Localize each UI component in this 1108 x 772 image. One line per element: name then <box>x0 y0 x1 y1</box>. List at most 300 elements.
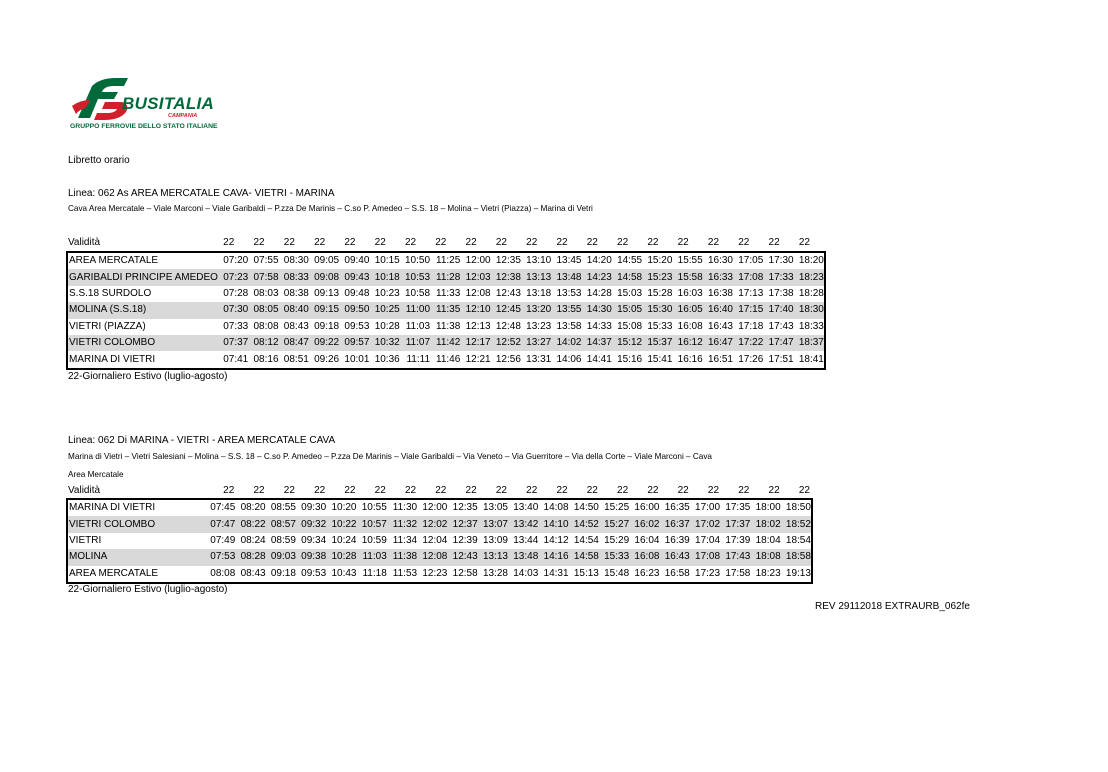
departure-time: 13:31 <box>526 353 552 365</box>
departure-time: 18:37 <box>794 335 825 351</box>
departure-time: 07:23 <box>218 269 248 285</box>
departure-time: 16:58 <box>664 567 690 579</box>
busitalia-logo <box>70 78 240 134</box>
departure-time: 12:35 <box>452 502 478 514</box>
departure-time: 09:53 <box>344 320 370 332</box>
validity-header-1 <box>67 236 810 250</box>
brand-group: GRUPPO FERROVIE DELLO STATO ITALIANE <box>70 123 218 130</box>
departure-time: 11:32 <box>387 516 417 532</box>
validity-code: 22 <box>798 237 810 248</box>
validity-code: 22 <box>374 485 386 496</box>
departure-time: 08:59 <box>270 534 296 546</box>
departure-time: 08:38 <box>283 287 309 299</box>
departure-time: 11:33 <box>436 287 461 299</box>
departure-time: 11:25 <box>436 255 461 267</box>
validity-code: 22 <box>556 485 568 496</box>
departure-time: 15:28 <box>647 287 673 299</box>
validity-code: 22 <box>738 485 750 496</box>
departure-time: 19:13 <box>785 567 811 579</box>
departure-time: 12:02 <box>417 516 447 532</box>
departure-time: 12:03 <box>460 269 490 285</box>
departure-time: 14:33 <box>586 320 612 332</box>
departure-time: 13:18 <box>526 287 552 299</box>
validity-code: 22 <box>526 485 538 496</box>
departure-time: 15:20 <box>647 255 673 267</box>
line-title-1: Linea: 062 As AREA MERCATALE CAVA- VIETRI - MARINA <box>68 188 335 199</box>
departure-time: 15:58 <box>672 269 702 285</box>
departure-time: 09:13 <box>314 287 340 299</box>
departure-time: 12:48 <box>495 320 521 332</box>
departure-time: 10:20 <box>331 502 357 514</box>
table-row <box>67 335 825 351</box>
departure-time: 13:07 <box>478 516 508 532</box>
departure-time: 14:50 <box>573 502 599 514</box>
departure-time: 18:50 <box>785 502 811 514</box>
route-description-2: Marina di Vietri – Vietri Salesiani – Molina – S.S. 18 – C.so P. Amedeo – P.zza De Marinis – Viale Garibaldi – Via Veneto – Via Guerritore – Via della Corte – Viale Marconi – Cava <box>68 452 712 461</box>
departure-time: 16:37 <box>659 516 689 532</box>
departure-time: 17:35 <box>725 502 751 514</box>
departure-time: 18:41 <box>798 353 824 365</box>
departure-time: 17:38 <box>768 287 794 299</box>
table-row <box>67 319 825 335</box>
departure-time: 10:50 <box>404 255 431 267</box>
validity-code: 22 <box>556 237 568 248</box>
departure-time: 07:49 <box>210 534 236 546</box>
validity-code: 22 <box>253 485 265 496</box>
departure-time: 13:13 <box>521 269 551 285</box>
departure-time: 12:10 <box>460 302 490 318</box>
departure-time: 09:05 <box>314 255 340 267</box>
stop-name: VIETRI COLOMBO <box>67 516 205 532</box>
departure-time: 15:03 <box>617 287 643 299</box>
stop-name: MARINA DI VIETRI <box>69 353 156 365</box>
departure-time: 10:36 <box>374 353 400 365</box>
table-row <box>67 549 812 565</box>
stop-name: S.S.18 SURDOLO <box>69 287 152 299</box>
departure-time: 15:33 <box>647 320 673 332</box>
revision-code: REV 29112018 EXTRAURB_062fe <box>815 601 970 612</box>
departure-time: 14:08 <box>543 502 569 514</box>
departure-time: 09:43 <box>339 269 369 285</box>
departure-time: 07:47 <box>205 516 235 532</box>
departure-time: 13:58 <box>556 320 582 332</box>
departure-time: 12:52 <box>491 335 521 351</box>
departure-time: 14:16 <box>538 549 568 565</box>
departure-time: 08:57 <box>266 516 296 532</box>
validity-code: 22 <box>404 485 417 496</box>
departure-time: 17:43 <box>768 320 794 332</box>
departure-time: 16:38 <box>707 287 733 299</box>
departure-time: 11:07 <box>400 335 430 351</box>
departure-time: 08:16 <box>253 353 279 365</box>
validity-code: 22 <box>435 485 447 496</box>
departure-time: 12:23 <box>422 567 448 579</box>
departure-time: 09:34 <box>301 534 327 546</box>
departure-time: 08:33 <box>279 269 309 285</box>
departure-time: 12:43 <box>447 549 477 565</box>
document-title: Libretto orario <box>68 155 130 166</box>
departure-time: 13:27 <box>521 335 551 351</box>
departure-time: 15:30 <box>642 302 672 318</box>
validity-code: 22 <box>253 237 265 248</box>
departure-time: 17:18 <box>738 320 764 332</box>
departure-time: 18:28 <box>798 287 824 299</box>
departure-time: 11:11 <box>406 353 431 365</box>
departure-time: 16:43 <box>707 320 733 332</box>
departure-time: 07:30 <box>218 302 248 318</box>
departure-time: 13:53 <box>556 287 582 299</box>
departure-time: 08:55 <box>270 502 296 514</box>
departure-time: 14:52 <box>569 516 599 532</box>
departure-time: 16:12 <box>672 335 702 351</box>
departure-time: 13:09 <box>482 534 508 546</box>
departure-time: 07:20 <box>223 255 249 267</box>
departure-time: 07:37 <box>218 335 248 351</box>
departure-time: 10:18 <box>369 269 399 285</box>
validity-code: 22 <box>677 485 689 496</box>
departure-time: 13:40 <box>513 502 539 514</box>
departure-time: 12:17 <box>460 335 490 351</box>
validity-code: 22 <box>344 485 356 496</box>
departure-time: 07:45 <box>210 502 236 514</box>
stop-name: VIETRI <box>69 534 102 546</box>
departure-time: 14:23 <box>582 269 612 285</box>
validity-code: 22 <box>495 485 507 496</box>
departure-time: 14:20 <box>586 255 612 267</box>
departure-time: 16:05 <box>672 302 702 318</box>
departure-time: 18:52 <box>781 516 812 532</box>
departure-time: 09:18 <box>314 320 340 332</box>
validity-header-2 <box>67 484 810 498</box>
departure-time: 11:53 <box>392 567 418 579</box>
departure-time: 11:03 <box>356 549 386 565</box>
departure-time: 12:39 <box>452 534 478 546</box>
validity-code: 22 <box>768 237 780 248</box>
departure-time: 18:20 <box>798 255 824 267</box>
departure-time: 09:08 <box>309 269 339 285</box>
validity-code: 22 <box>768 485 780 496</box>
departure-time: 11:35 <box>430 302 460 318</box>
departure-time: 15:23 <box>642 269 672 285</box>
departure-time: 17:13 <box>738 287 764 299</box>
departure-time: 11:46 <box>436 353 461 365</box>
stop-name: VIETRI COLOMBO <box>67 335 218 351</box>
departure-time: 09:18 <box>270 567 296 579</box>
departure-time: 15:48 <box>604 567 630 579</box>
departure-time: 13:48 <box>508 549 538 565</box>
departure-time: 11:03 <box>405 320 431 332</box>
table-row <box>67 351 825 368</box>
departure-time: 16:08 <box>677 320 703 332</box>
departure-time: 07:53 <box>205 549 235 565</box>
departure-time: 09:03 <box>266 549 296 565</box>
table-row <box>67 252 825 269</box>
departure-time: 12:37 <box>447 516 477 532</box>
departure-time: 09:57 <box>339 335 369 351</box>
validity-code: 22 <box>647 485 659 496</box>
departure-time: 17:51 <box>768 353 794 365</box>
departure-time: 10:01 <box>344 353 370 365</box>
table-row <box>67 302 825 318</box>
departure-time: 10:22 <box>326 516 356 532</box>
departure-time: 16:43 <box>659 549 689 565</box>
departure-time: 08:40 <box>279 302 309 318</box>
departure-time: 10:55 <box>361 502 387 514</box>
departure-time: 12:08 <box>417 549 447 565</box>
departure-time: 17:00 <box>695 502 721 514</box>
validity-code: 22 <box>647 237 659 248</box>
departure-time: 16:40 <box>703 302 733 318</box>
departure-time: 11:38 <box>387 549 417 565</box>
departure-time: 12:43 <box>495 287 521 299</box>
departure-time: 16:30 <box>707 255 733 267</box>
departure-time: 13:55 <box>551 302 581 318</box>
departure-time: 15:13 <box>573 567 599 579</box>
departure-time: 09:32 <box>296 516 326 532</box>
departure-time: 17:37 <box>720 516 750 532</box>
table-row <box>67 533 812 549</box>
departure-time: 17:26 <box>738 353 764 365</box>
departure-time: 09:40 <box>344 255 370 267</box>
departure-time: 18:30 <box>794 302 825 318</box>
departure-time: 14:12 <box>543 534 569 546</box>
departure-time: 15:29 <box>604 534 630 546</box>
departure-time: 13:28 <box>482 567 508 579</box>
stop-name: MARINA DI VIETRI <box>69 502 156 514</box>
departure-time: 14:30 <box>582 302 612 318</box>
departure-time: 11:28 <box>430 269 460 285</box>
departure-time: 07:33 <box>223 320 249 332</box>
table-row <box>67 269 825 285</box>
validity-code: 22 <box>738 237 750 248</box>
departure-time: 12:00 <box>465 255 491 267</box>
departure-time: 08:08 <box>253 320 279 332</box>
departure-time: 10:15 <box>374 255 400 267</box>
departure-time: 18:33 <box>798 320 824 332</box>
departure-time: 16:35 <box>664 502 690 514</box>
table-row <box>67 516 812 532</box>
table-row <box>67 566 812 583</box>
departure-time: 17:02 <box>690 516 720 532</box>
departure-time: 18:00 <box>755 502 781 514</box>
validity-code: 22 <box>223 485 235 496</box>
departure-time: 08:30 <box>283 255 309 267</box>
brand-name: BUSITALIA <box>122 94 215 113</box>
departure-time: 13:20 <box>521 302 551 318</box>
timetable-return <box>66 498 813 584</box>
departure-time: 12:13 <box>465 320 491 332</box>
line-title-2: Linea: 062 Di MARINA - VIETRI - AREA MERCATALE CAVA <box>68 435 336 446</box>
departure-time: 10:23 <box>374 287 400 299</box>
departure-time: 16:23 <box>634 567 660 579</box>
departure-time: 09:38 <box>296 549 326 565</box>
departure-time: 18:04 <box>755 534 781 546</box>
departure-time: 14:54 <box>573 534 599 546</box>
departure-time: 09:48 <box>344 287 370 299</box>
departure-time: 11:34 <box>392 534 418 546</box>
departure-time: 10:53 <box>400 269 430 285</box>
departure-time: 15:41 <box>647 353 673 365</box>
validity-code: 22 <box>404 237 417 248</box>
departure-time: 16:51 <box>707 353 733 365</box>
departure-time: 17:04 <box>695 534 721 546</box>
departure-time: 17:43 <box>720 549 750 565</box>
departure-time: 14:10 <box>538 516 568 532</box>
validity-code: 22 <box>314 485 326 496</box>
departure-time: 07:55 <box>253 255 279 267</box>
departure-time: 16:04 <box>634 534 660 546</box>
departure-time: 17:33 <box>763 269 793 285</box>
departure-time: 09:30 <box>301 502 327 514</box>
validity-code: 22 <box>223 237 235 248</box>
validity-code: 22 <box>586 237 598 248</box>
departure-time: 13:23 <box>526 320 552 332</box>
timetable-outbound <box>66 251 826 370</box>
departure-time: 08:22 <box>235 516 265 532</box>
departure-time: 09:15 <box>309 302 339 318</box>
validity-code: 22 <box>283 237 295 248</box>
departure-time: 13:42 <box>508 516 538 532</box>
table-row <box>67 499 812 516</box>
departure-time: 10:59 <box>361 534 387 546</box>
departure-time: 13:48 <box>551 269 581 285</box>
departure-time: 17:39 <box>725 534 751 546</box>
validity-code: 22 <box>314 237 326 248</box>
departure-time: 07:58 <box>248 269 278 285</box>
validity-code: 22 <box>374 237 386 248</box>
brand-region: CAMPANIA <box>168 113 198 119</box>
departure-time: 16:00 <box>634 502 660 514</box>
departure-time: 17:22 <box>733 335 763 351</box>
departure-time: 08:20 <box>240 502 266 514</box>
departure-time: 08:43 <box>240 567 266 579</box>
departure-time: 15:33 <box>599 549 629 565</box>
stop-name: MOLINA <box>67 549 205 565</box>
departure-time: 14:03 <box>513 567 539 579</box>
departure-time: 17:05 <box>738 255 764 267</box>
departure-time: 14:31 <box>543 567 569 579</box>
departure-time: 13:44 <box>513 534 539 546</box>
departure-time: 12:21 <box>465 353 491 365</box>
departure-time: 16:16 <box>677 353 703 365</box>
departure-time: 15:12 <box>612 335 642 351</box>
departure-time: 13:10 <box>526 255 552 267</box>
validity-code: 22 <box>344 237 356 248</box>
departure-time: 08:05 <box>248 302 278 318</box>
departure-time: 14:28 <box>586 287 612 299</box>
schedule-note-1: 22-Giornaliero Estivo (luglio-agosto) <box>68 371 228 382</box>
departure-time: 07:41 <box>223 353 249 365</box>
departure-time: 14:58 <box>612 269 642 285</box>
departure-time: 09:50 <box>339 302 369 318</box>
departure-time: 16:47 <box>703 335 733 351</box>
departure-time: 09:26 <box>314 353 340 365</box>
departure-time: 12:58 <box>452 567 478 579</box>
validity-code: 22 <box>435 237 447 248</box>
departure-time: 18:54 <box>785 534 811 546</box>
departure-time: 10:58 <box>404 287 431 299</box>
route-description-1: Cava Area Mercatale – Viale Marconi – Viale Garibaldi – P.zza De Marinis – C.so P. Amedeo – S.S. 18 – Molina – Vietri (Piazza) – Marina di Vetri <box>68 204 593 213</box>
validity-code: 22 <box>798 485 810 496</box>
schedule-note-2: 22-Giornaliero Estivo (luglio-agosto) <box>68 584 228 595</box>
departure-time: 10:32 <box>369 335 399 351</box>
validity-code: 22 <box>465 237 477 248</box>
departure-time: 10:43 <box>331 567 357 579</box>
departure-time: 12:35 <box>495 255 521 267</box>
departure-time: 17:08 <box>690 549 720 565</box>
departure-time: 14:58 <box>569 549 599 565</box>
departure-time: 17:40 <box>763 302 793 318</box>
validity-label: Validità <box>68 485 101 496</box>
departure-time: 18:02 <box>750 516 780 532</box>
departure-time: 12:08 <box>465 287 491 299</box>
departure-time: 11:18 <box>362 567 387 579</box>
validity-code: 22 <box>283 485 295 496</box>
departure-time: 08:03 <box>253 287 279 299</box>
departure-time: 08:24 <box>240 534 266 546</box>
departure-time: 10:25 <box>369 302 399 318</box>
departure-time: 10:28 <box>374 320 400 332</box>
departure-time: 12:38 <box>491 269 521 285</box>
departure-time: 17:47 <box>763 335 793 351</box>
stop-name: MOLINA (S.S.18) <box>67 302 218 318</box>
departure-time: 08:12 <box>248 335 278 351</box>
departure-time: 09:22 <box>309 335 339 351</box>
stop-name: GARIBALDI PRINCIPE AMEDEO <box>67 269 218 285</box>
departure-time: 17:23 <box>695 567 721 579</box>
departure-time: 13:13 <box>478 549 508 565</box>
validity-code: 22 <box>677 237 689 248</box>
departure-time: 14:02 <box>551 335 581 351</box>
validity-code: 22 <box>617 237 629 248</box>
stop-name: AREA MERCATALE <box>69 255 159 267</box>
departure-time: 11:30 <box>392 502 418 514</box>
departure-time: 12:00 <box>422 502 448 514</box>
departure-time: 12:56 <box>495 353 521 365</box>
table-row <box>67 286 825 302</box>
departure-time: 15:37 <box>642 335 672 351</box>
departure-time: 16:08 <box>629 549 659 565</box>
departure-time: 08:51 <box>283 353 309 365</box>
departure-time: 13:05 <box>482 502 508 514</box>
departure-time: 17:58 <box>725 567 751 579</box>
departure-time: 16:33 <box>703 269 733 285</box>
departure-time: 08:28 <box>235 549 265 565</box>
departure-time: 14:37 <box>582 335 612 351</box>
departure-time: 17:30 <box>768 255 794 267</box>
departure-time: 18:23 <box>755 567 781 579</box>
departure-time: 18:58 <box>781 549 812 565</box>
departure-time: 15:27 <box>599 516 629 532</box>
validity-code: 22 <box>617 485 629 496</box>
departure-time: 15:08 <box>617 320 643 332</box>
departure-time: 17:15 <box>733 302 763 318</box>
validity-code: 22 <box>526 237 538 248</box>
departure-time: 16:03 <box>677 287 703 299</box>
departure-time: 15:05 <box>612 302 642 318</box>
departure-time: 10:57 <box>356 516 386 532</box>
departure-time: 17:08 <box>733 269 763 285</box>
departure-time: 15:55 <box>677 255 703 267</box>
departure-time: 13:45 <box>556 255 582 267</box>
departure-time: 18:23 <box>794 269 825 285</box>
validity-label: Validità <box>68 237 101 248</box>
departure-time: 10:28 <box>326 549 356 565</box>
route-description-2-cont: Area Mercatale <box>68 470 124 479</box>
departure-time: 14:55 <box>617 255 643 267</box>
departure-time: 08:43 <box>283 320 309 332</box>
departure-time: 11:38 <box>436 320 461 332</box>
